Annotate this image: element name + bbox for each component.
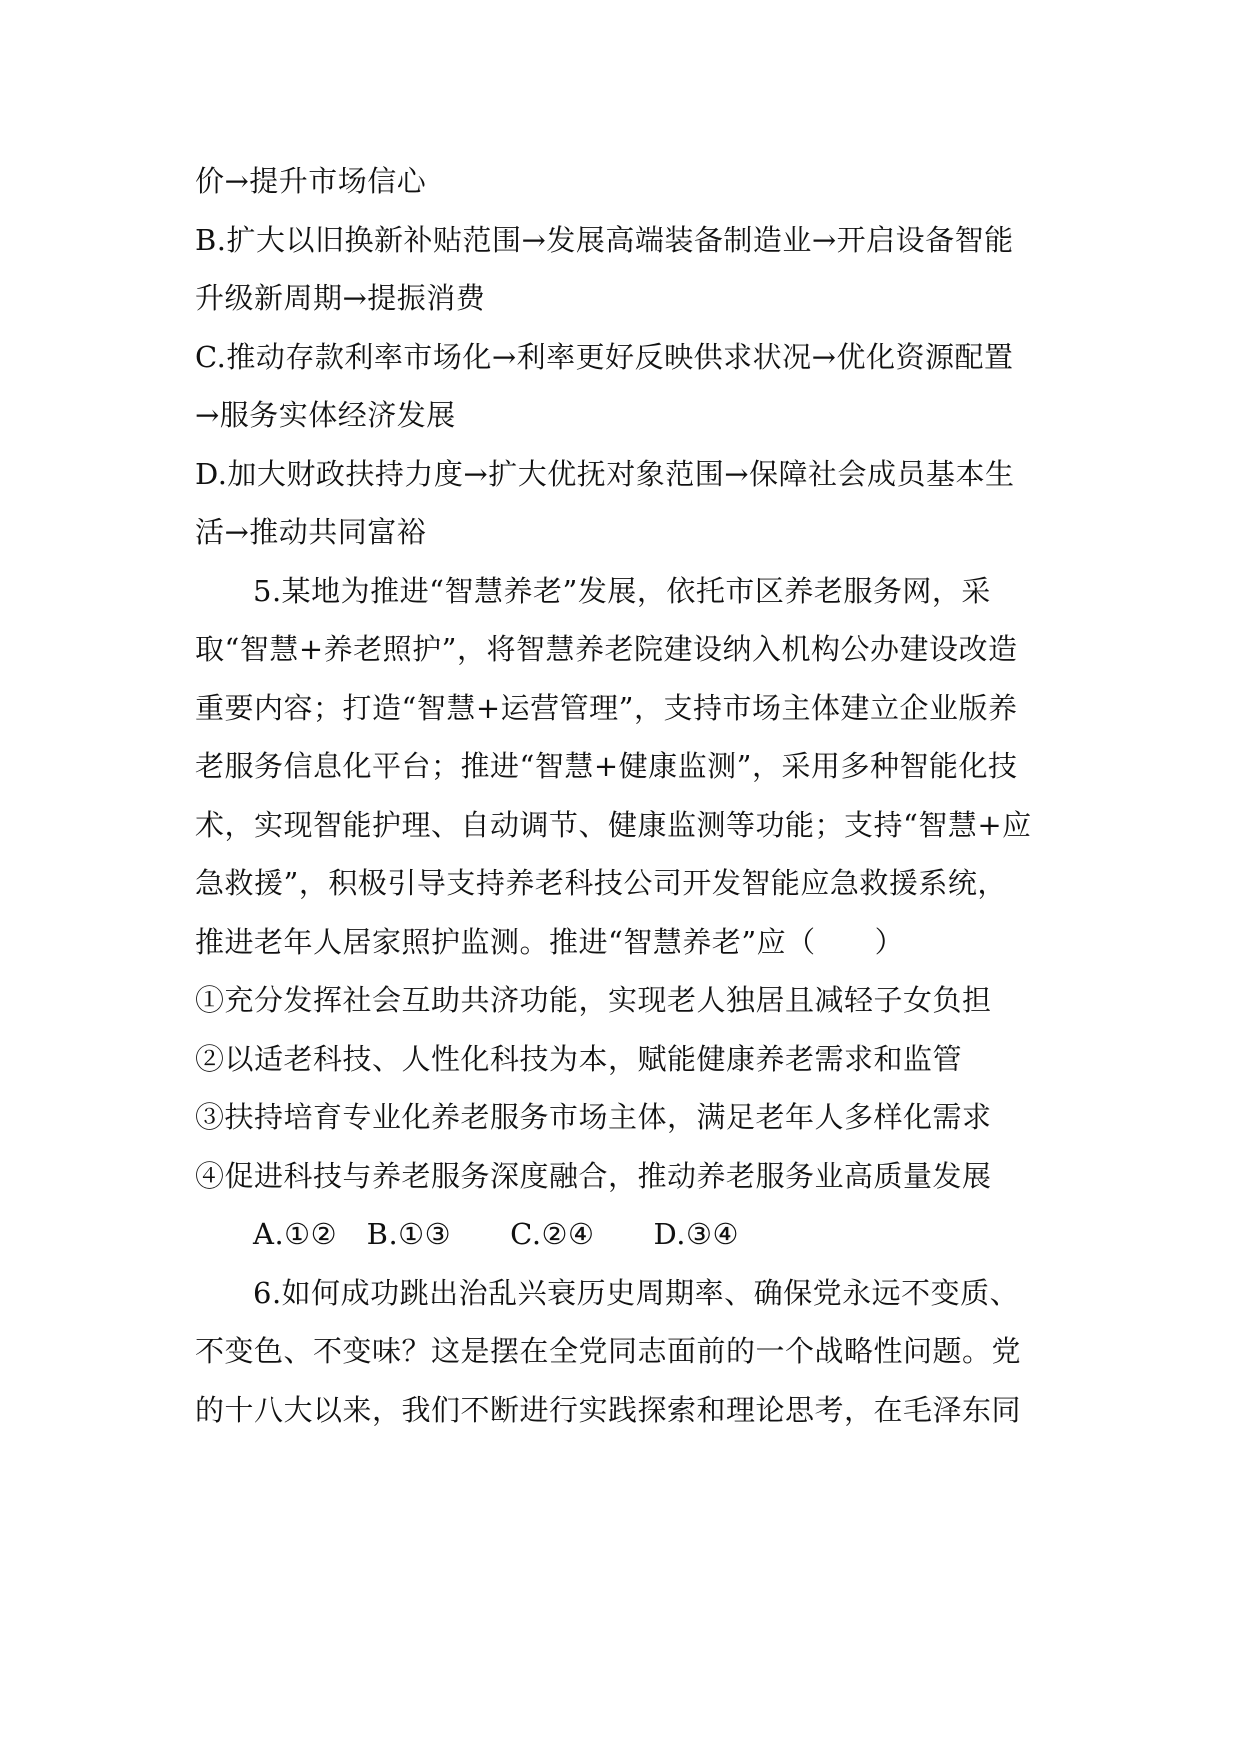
text-line-12: 术，实现智能护理、自动调节、健康监测等功能；支持“智慧+应 (195, 808, 1032, 842)
text-line-22: 的十八大以来，我们不断进行实践探索和理论思考，在毛泽东同 (195, 1393, 1022, 1427)
text-line-10: 重要内容；打造“智慧+运营管理”，支持市场主体建立企业版养 (195, 691, 1018, 725)
text-line-21: 不变色、不变味？这是摆在全党同志面前的一个战略性问题。党 (195, 1334, 1022, 1368)
answer-choices: A.①② B.①③ C.②④ D.③④ (253, 1217, 739, 1251)
question-6-start: 6.如何成功跳出治乱兴衰历史周期率、确保党永远不变质、 (253, 1276, 1020, 1310)
option-2: ②以适老科技、人性化科技为本，赋能健康养老需求和监管 (195, 1042, 963, 1076)
text-line-14: 推进老年人居家照护监测。推进“智慧养老”应（ ） (195, 925, 905, 959)
text-line-2: B.扩大以旧换新补贴范围→发展高端装备制造业→开启设备智能 (195, 223, 1014, 257)
text-line-11: 老服务信息化平台；推进“智慧+健康监测”，采用多种智能化技 (195, 749, 1018, 783)
text-line-4: C.推动存款利率市场化→利率更好反映供求状况→优化资源配置 (195, 340, 1014, 374)
option-1: ①充分发挥社会互助共济功能，实现老人独居且减轻子女负担 (195, 983, 992, 1017)
question-5-start: 5.某地为推进“智慧养老”发展，依托市区养老服务网，采 (253, 574, 991, 608)
option-3: ③扶持培育专业化养老服务市场主体，满足老年人多样化需求 (195, 1100, 992, 1134)
text-line-3: 升级新周期→提振消费 (195, 281, 486, 315)
text-line-9: 取“智慧+养老照护”，将智慧养老院建设纳入机构公办建设改造 (195, 632, 1018, 666)
text-line-13: 急救援”，积极引导支持养老科技公司开发智能应急救援系统， (195, 866, 1007, 900)
text-line-6: D.加大财政扶持力度→扩大优抚对象范围→保障社会成员基本生 (195, 457, 1015, 491)
option-4: ④促进科技与养老服务深度融合，推动养老服务业高质量发展 (195, 1159, 992, 1193)
text-line-7: 活→推动共同富裕 (195, 515, 427, 549)
text-line-1: 价→提升市场信心 (195, 164, 427, 198)
text-line-5: →服务实体经济发展 (195, 398, 456, 432)
